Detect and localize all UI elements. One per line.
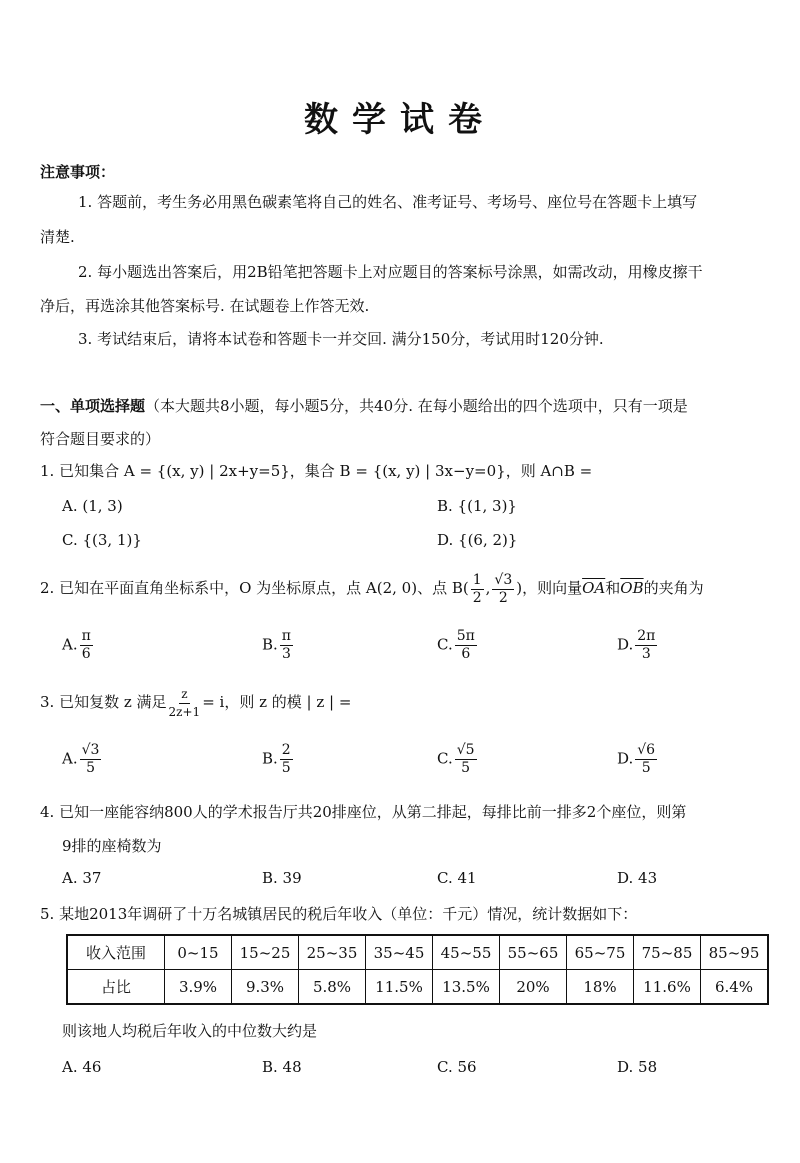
table-cell: 9.3% xyxy=(232,970,299,1005)
q2-text: 的夹角为 xyxy=(643,579,704,597)
q5-option-d: D. 58 xyxy=(617,1058,658,1076)
numerator: z xyxy=(179,686,189,704)
option-label: C. xyxy=(437,749,453,768)
section-desc: （本大题共8小题，每小题5分，共40分. 在每小题给出的四个选项中，只有一项是 xyxy=(145,397,688,415)
numerator: √3 xyxy=(494,571,513,588)
q2-option-c xyxy=(437,628,479,663)
section-desc-cont: 符合题目要求的） xyxy=(40,430,161,448)
fraction xyxy=(635,742,657,777)
q3-option-c xyxy=(437,742,479,777)
denominator: 2 xyxy=(498,589,508,606)
fraction xyxy=(80,742,102,777)
table-row xyxy=(67,935,768,970)
section-title: 一、单项选择题 xyxy=(40,397,146,415)
q4-option-c: C. 41 xyxy=(437,869,477,887)
q1-option-b: B. {(1, 3)} xyxy=(437,497,517,515)
table-cell: 25~35 xyxy=(299,935,366,970)
table-cell: 11.6% xyxy=(634,970,701,1005)
option-label: C. xyxy=(437,635,453,654)
q1-option-a: A. (1, 3) xyxy=(62,497,123,515)
notice-heading: 注意事项： xyxy=(40,163,116,181)
q3-text: 3. 已知复数 z 满足 xyxy=(40,693,167,711)
option-label: A. xyxy=(62,749,78,768)
table-cell: 6.4% xyxy=(701,970,769,1005)
fraction xyxy=(471,572,484,607)
vector-ob: $\overline{OB}$ xyxy=(620,579,644,597)
denominator: 6 xyxy=(81,646,91,662)
notice-item-1-cont: 清楚. xyxy=(40,228,75,246)
q1-option-d: D. {(6, 2)} xyxy=(437,531,518,549)
fraction xyxy=(635,628,657,663)
fraction xyxy=(455,628,477,663)
numerator: √3 xyxy=(81,742,100,758)
table-cell: 35~45 xyxy=(366,935,433,970)
q4-option-a: A. 37 xyxy=(62,869,102,887)
table-row xyxy=(67,970,768,1005)
table-cell: 85~95 xyxy=(701,935,769,970)
notice-item-3: 3. 考试结束后，请将本试卷和答题卡一并交回. 满分150分，考试用时120分钟. xyxy=(78,330,604,348)
q3-option-d xyxy=(617,742,659,777)
denominator: 3 xyxy=(281,646,291,662)
q5-option-c: C. 56 xyxy=(437,1058,477,1076)
denominator: 6 xyxy=(461,646,471,662)
denominator: 5 xyxy=(86,760,95,776)
q4-stem: 4. 已知一座能容纳800人的学术报告厅共20排座位，从第二排起，每排比前一排多2个座位，则第 xyxy=(40,803,687,821)
fraction xyxy=(455,742,477,777)
notice-item-2: 2. 每小题选出答案后，用2B铅笔把答题卡上对应题目的答案标号涂黑，如需改动，用橡皮擦干 xyxy=(78,263,703,281)
income-table xyxy=(66,934,769,1005)
numerator: π xyxy=(281,628,291,644)
denominator: 2 xyxy=(472,589,482,606)
numerator: 5π xyxy=(456,628,475,644)
q5-option-a: A. 46 xyxy=(62,1058,102,1076)
q5-stem: 5. 某地2013年调研了十万名城镇居民的税后年收入（单位：千元）情况，统计数据如下： xyxy=(40,905,638,923)
q3-stem xyxy=(40,685,351,721)
denominator: 5 xyxy=(641,760,651,776)
q4-option-d: D. 43 xyxy=(617,869,658,887)
table-cell: 55~65 xyxy=(500,935,567,970)
q2-option-b xyxy=(262,628,295,663)
q2-text: 2. 已知在平面直角坐标系中，O 为坐标原点，点 A(2, 0)、点 B( xyxy=(40,579,469,597)
fraction xyxy=(280,742,293,777)
table-cell: 75~85 xyxy=(634,935,701,970)
denominator: 2z+1 xyxy=(168,704,201,719)
q1-stem: 1. 已知集合 A = {(x, y) | 2x+y=5}，集合 B = {(x, y) | 3x−y=0}，则 A∩B = xyxy=(40,462,593,480)
table-header: 占比 xyxy=(67,970,165,1005)
option-label: A. xyxy=(62,635,78,654)
option-label: B. xyxy=(262,749,278,768)
fraction xyxy=(280,628,293,663)
q4-stem-cont: 9排的座椅数为 xyxy=(62,837,162,855)
q2-option-a xyxy=(62,628,95,663)
q2-text: )，则向量 xyxy=(516,579,583,597)
table-cell: 11.5% xyxy=(366,970,433,1005)
table-cell: 3.9% xyxy=(165,970,232,1005)
table-cell: 20% xyxy=(500,970,567,1005)
q3-text: = i，则 z 的模 | z | = xyxy=(202,693,352,711)
q1-option-c: C. {(3, 1)} xyxy=(62,531,142,549)
q4-option-b: B. 39 xyxy=(262,869,302,887)
option-label: D. xyxy=(617,635,634,654)
q2-option-d xyxy=(617,628,659,663)
option-label: B. xyxy=(262,635,278,654)
vector-oa: $\overline{OA}$ xyxy=(582,579,606,597)
table-cell: 18% xyxy=(567,970,634,1005)
option-label: D. xyxy=(617,749,634,768)
table-header: 收入范围 xyxy=(67,935,165,970)
denominator: 5 xyxy=(461,760,471,776)
table-cell: 0~15 xyxy=(165,935,232,970)
numerator: 2π xyxy=(637,628,656,644)
numerator: π xyxy=(81,628,91,644)
q5-question: 则该地人均税后年收入的中位数大约是 xyxy=(62,1022,318,1040)
table-cell: 65~75 xyxy=(567,935,634,970)
notice-item-2-cont: 净后，再选涂其他答案标号. 在试题卷上作答无效. xyxy=(40,297,370,315)
table-cell: 45~55 xyxy=(433,935,500,970)
numerator: 1 xyxy=(472,571,482,588)
section-heading xyxy=(40,396,688,416)
table-cell: 5.8% xyxy=(299,970,366,1005)
denominator: 5 xyxy=(281,760,291,776)
q3-option-b xyxy=(262,742,295,777)
denominator: 3 xyxy=(641,646,651,662)
fraction xyxy=(80,628,93,663)
table-cell: 15~25 xyxy=(232,935,299,970)
q2-stem: 2. 已知在平面直角坐标系中，O 为坐标原点，点 A(2, 0)、点 B( $\frac{1}{2}$ , $\frac{√3}{2}$ )，则向量$\overline{OA}$和$\overline{OB}$的夹角为 xyxy=(40,571,704,606)
fraction xyxy=(169,686,201,721)
q3-option-a xyxy=(62,742,103,777)
numerator: √5 xyxy=(456,742,475,758)
notice-item-1: 1. 答题前，考生务必用黑色碳素笔将自己的姓名、准考证号、考场号、座位号在答题卡上填写 xyxy=(78,193,698,211)
table-cell: 13.5% xyxy=(433,970,500,1005)
fraction xyxy=(492,572,514,607)
q2-text: 和 xyxy=(605,579,621,597)
q5-option-b: B. 48 xyxy=(262,1058,302,1076)
page-title: 数学试卷 xyxy=(304,100,496,140)
numerator: √6 xyxy=(637,742,656,758)
numerator: 2 xyxy=(281,742,291,758)
